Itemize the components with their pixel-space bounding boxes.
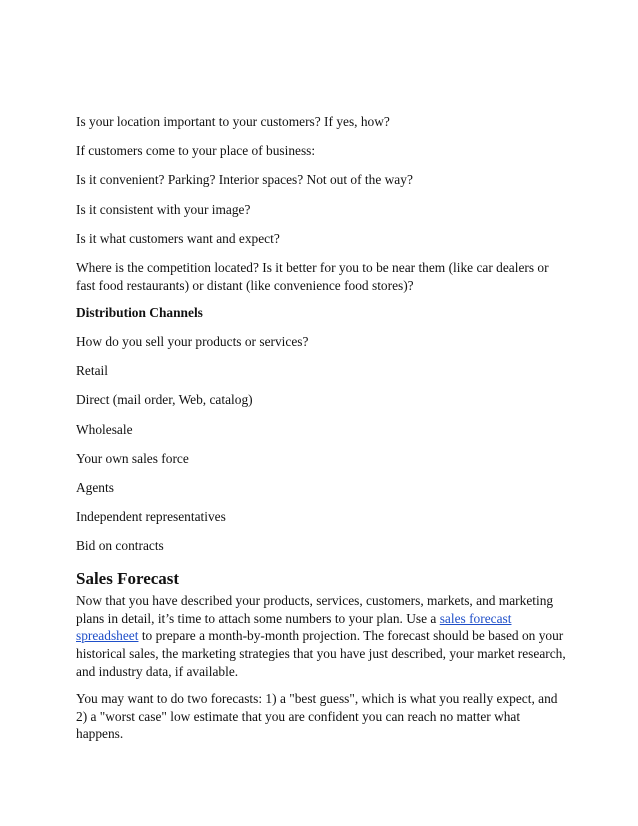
channel-item-bid-contracts: Bid on contracts xyxy=(76,538,164,554)
question-image-consistency: Is it consistent with your image? xyxy=(76,201,251,217)
question-convenience: Is it convenient? Parking? Interior spaces? Not out of the way? xyxy=(76,172,413,188)
channel-item-wholesale: Wholesale xyxy=(76,421,133,437)
channel-item-independent-reps: Independent representatives xyxy=(76,509,226,525)
document-page xyxy=(76,113,566,753)
question-competition-location: Where is the competition located? Is it better for you to be near them (like car dealers or fast food restaurants) or distant (like convenience food stores)? xyxy=(76,259,549,293)
question-place-of-business: If customers come to your place of business: xyxy=(76,143,316,159)
channel-item-retail: Retail xyxy=(76,363,108,379)
sales-forecast-heading: Sales Forecast xyxy=(76,569,180,589)
paragraph-text-after-link: to prepare a month-by-month projection. The forecast should be based on your historical sales, the marketing strategies that you have just described, your market research, and industry data, if available. xyxy=(76,628,566,679)
question-customer-expectation: Is it what customers want and expect? xyxy=(76,230,280,246)
paragraph-text-before-link: Now that you have described your products, services, customers, markets, and marketing plans in detail, it’s time to attach some numbers to your plan. Use a xyxy=(76,593,554,626)
channel-item-agents: Agents xyxy=(76,479,114,495)
question-location-importance: Is your location important to your customers? If yes, how? xyxy=(76,114,390,129)
distribution-channels-heading: Distribution Channels xyxy=(76,304,203,320)
sales-forecast-paragraph-2: You may want to do two forecasts: 1) a "best guess", which is what you really expect, and 2) a "worst case" low estimate that you are confident you can reach no matter what happens. xyxy=(76,691,558,742)
channel-item-direct: Direct (mail order, Web, catalog) xyxy=(76,392,253,408)
channel-item-sales-force: Your own sales force xyxy=(76,450,189,466)
sales-forecast-spreadsheet-link[interactable]: sales forecast spreadsheet xyxy=(76,610,512,644)
distribution-question: How do you sell your products or services? xyxy=(76,333,309,349)
sales-forecast-paragraph-1 xyxy=(76,592,566,680)
